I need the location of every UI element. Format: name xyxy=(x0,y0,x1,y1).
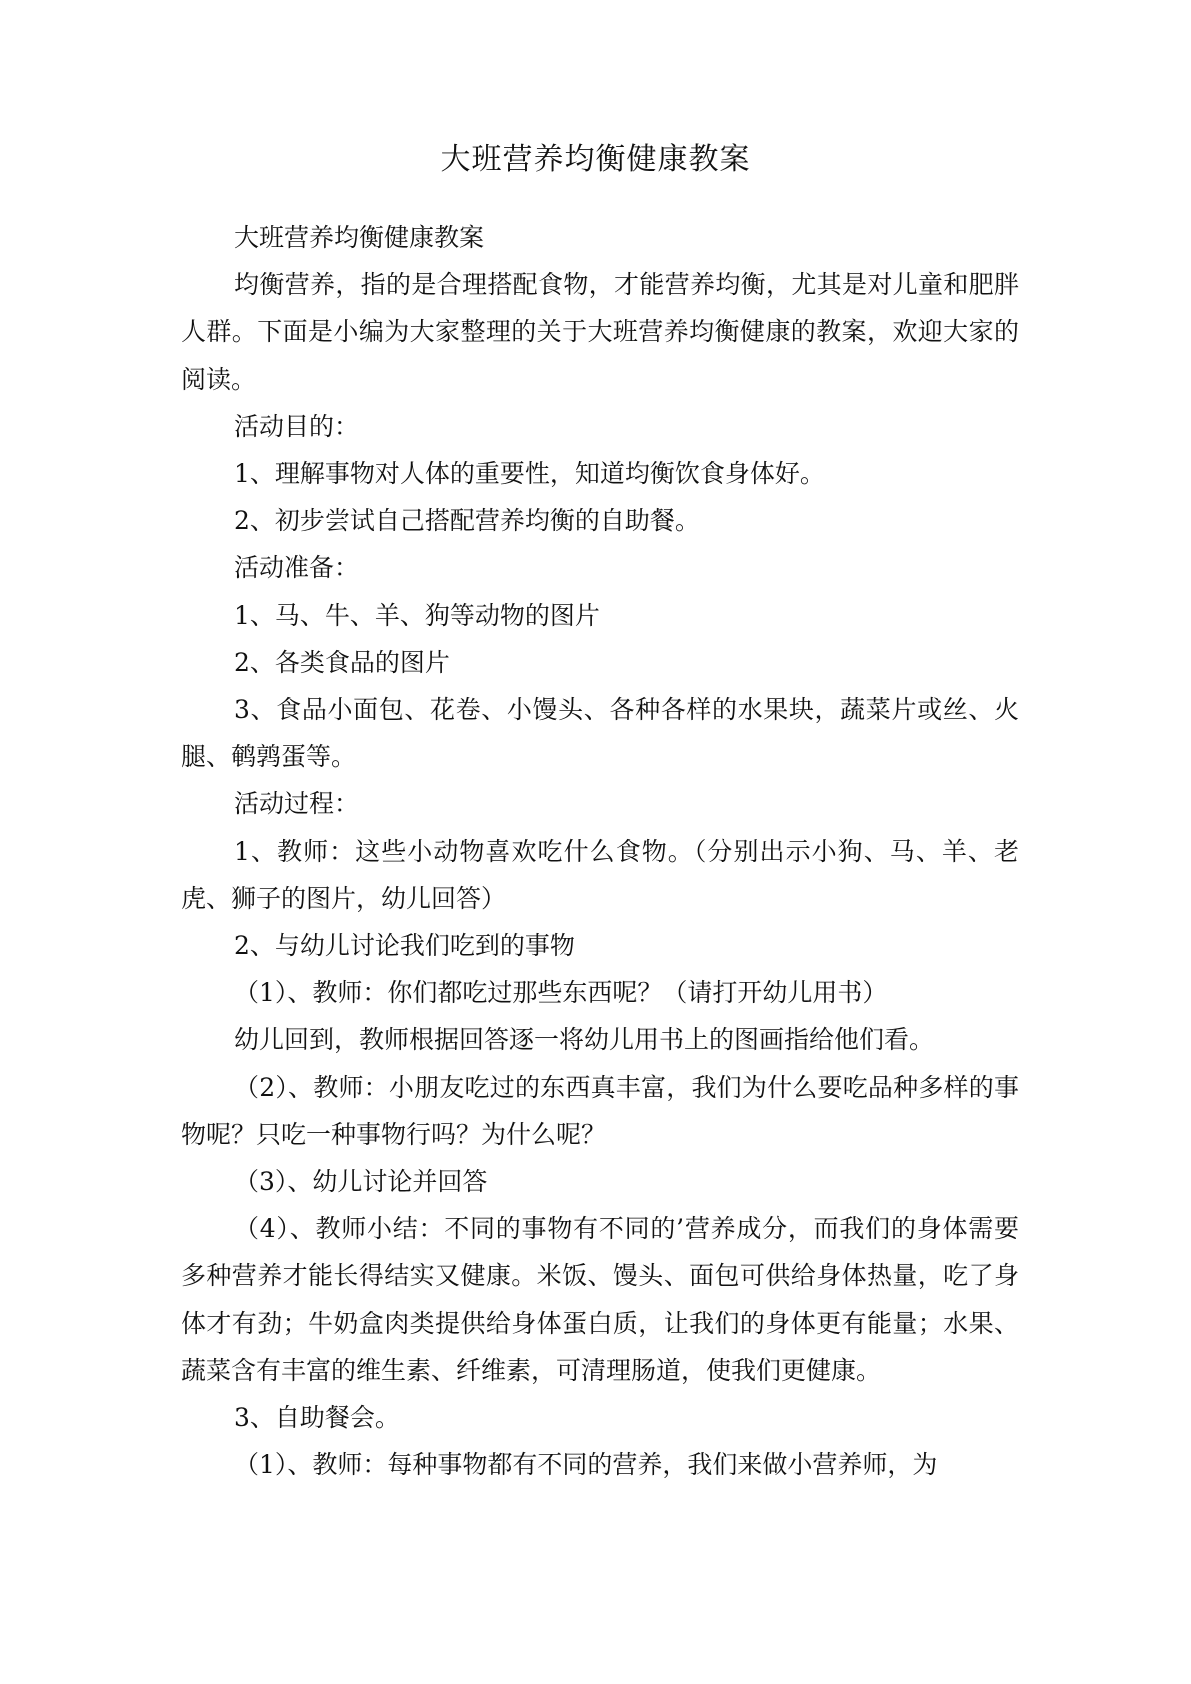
paragraph-subtitle: 大班营养均衡健康教案 xyxy=(234,223,485,252)
process-subitem-2: （2）、教师：小朋友吃过的东西真丰富，我们为什么要吃品种多样的事物呢？只吃一种事物行吗？为什么呢？ xyxy=(181,1072,1019,1149)
document-title: 大班营养均衡健康教案 xyxy=(440,142,751,177)
process-subitem-1: （1）、教师：你们都吃过那些东西呢？（请打开幼儿用书） xyxy=(234,978,888,1008)
section-heading-process: 活动过程： xyxy=(234,789,360,819)
process-subitem-3: （3）、幼儿讨论并回答 xyxy=(234,1167,488,1197)
paragraph-intro: 均衡营养，指的是合理搭配食物，才能营养均衡，尤其是对儿童和肥胖人群。下面是小编为大家整理的关于大班营养均衡健康的教案，欢迎大家的阅读。 xyxy=(181,270,1019,394)
process-note: 幼儿回到，教师根据回答逐一将幼儿用书上的图画指给他们看。 xyxy=(234,1025,935,1055)
goal-item-1: 1、理解事物对人体的重要性，知道均衡饮食身体好。 xyxy=(234,459,825,489)
section-heading-goals: 活动目的： xyxy=(234,411,360,441)
document-body xyxy=(181,214,1019,1488)
preparation-item-2: 2、各类食品的图片 xyxy=(234,647,450,677)
process-item-3: 3、自助餐会。 xyxy=(234,1403,400,1433)
goal-item-2: 2、初步尝试自己搭配营养均衡的自助餐。 xyxy=(234,506,700,536)
preparation-item-1: 1、马、牛、羊、狗等动物的图片 xyxy=(234,600,600,630)
section-heading-preparation: 活动准备： xyxy=(234,553,360,583)
preparation-item-3: 3、食品小面包、花卷、小馒头、各种各样的水果块，蔬菜片或丝、火腿、鹌鹑蛋等。 xyxy=(181,695,1019,772)
process-item-2: 2、与幼儿讨论我们吃到的事物 xyxy=(234,931,575,961)
process-item-1: 1、教师：这些小动物喜欢吃什么食物。（分别出示小狗、马、羊、老虎、狮子的图片，幼儿回答） xyxy=(181,836,1019,913)
process-subitem-4: （4）、教师小结：不同的事物有不同的’营养成分，而我们的身体需要多种营养才能长得结实又健康。米饭、馒头、面包可供给身体热量，吃了身体才有劲；牛奶盒肉类提供给身体蛋白质，让我们的身体更有能量；水果、蔬菜含有丰富的维生素、纤维素，可清理肠道，使我们更健康。 xyxy=(181,1214,1019,1385)
process-subitem-5: （1）、教师：每种事物都有不同的营养，我们来做小营养师，为 xyxy=(234,1450,938,1480)
